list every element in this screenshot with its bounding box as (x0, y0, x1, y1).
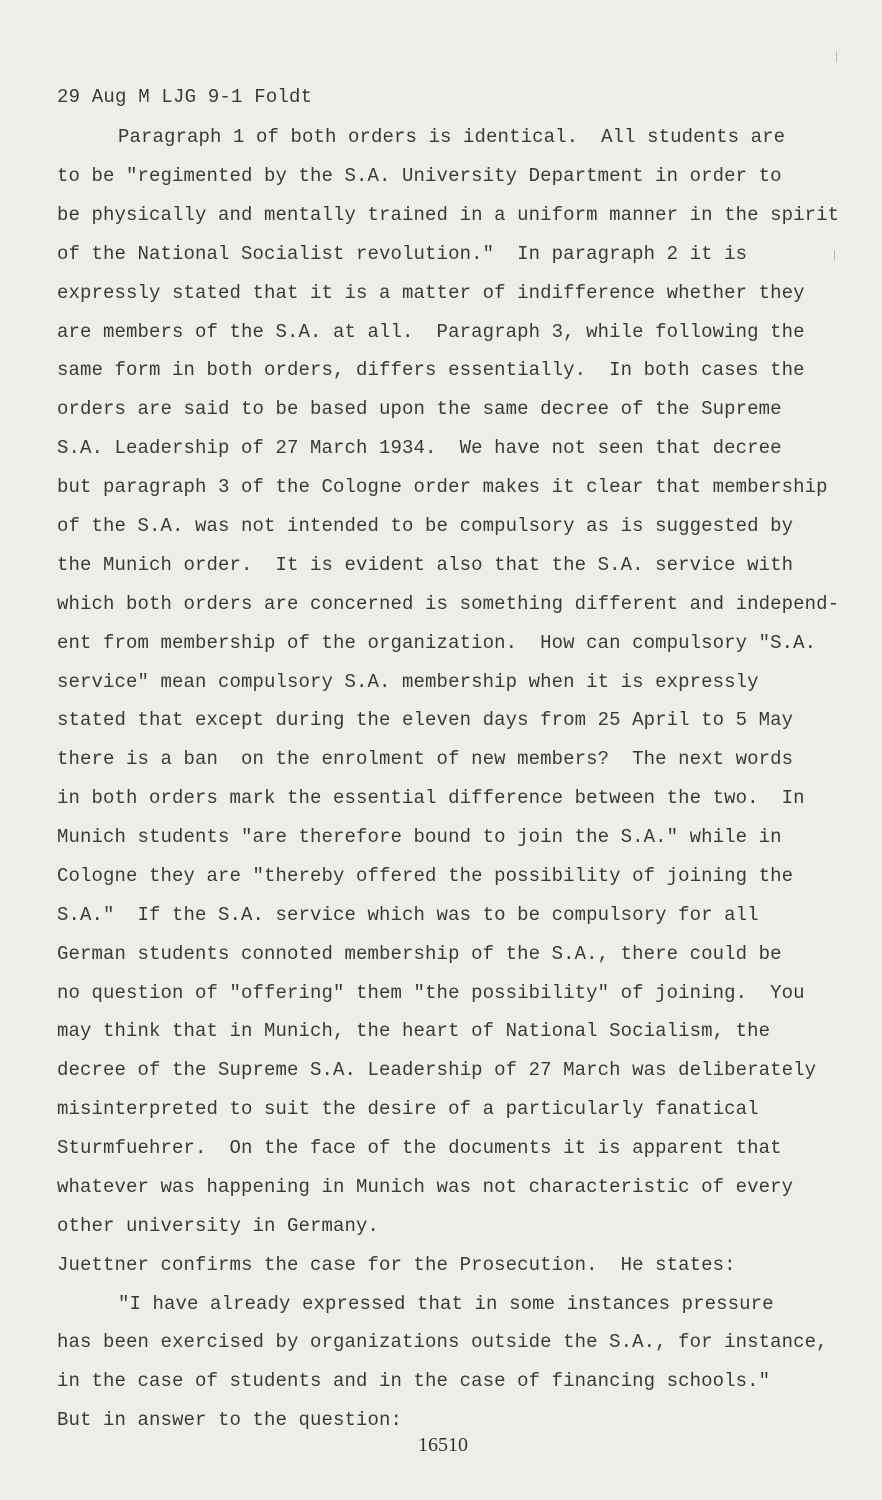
text-line: Paragraph 1 of both orders is identical. All students are (118, 126, 786, 148)
paper-mark (836, 52, 837, 62)
text-line: service" mean compulsory S.A. membership when it is expressly (57, 671, 759, 693)
text-line: may think that in Munich, the heart of National Socialism, the (57, 1020, 771, 1042)
text-line: Juettner confirms the case for the Prosecution. He states: (57, 1254, 736, 1276)
text-line: to be "regimented by the S.A. University Department in order to (57, 165, 782, 187)
text-line: ent from membership of the organization. How can compulsory "S.A. (57, 632, 817, 654)
text-line: which both orders are concerned is something different and independ- (57, 593, 840, 615)
text-line: stated that except during the eleven days from 25 April to 5 May (57, 709, 794, 731)
text-line: of the National Socialist revolution." In paragraph 2 it is (57, 243, 748, 265)
text-line: in the case of students and in the case of financing schools." (57, 1370, 771, 1392)
text-line: decree of the Supreme S.A. Leadership of 27 March was deliberately (57, 1059, 817, 1081)
page-number: 16510 (418, 1434, 468, 1456)
text-line: are members of the S.A. at all. Paragraph 3, while following the (57, 321, 805, 343)
text-line: orders are said to be based upon the same decree of the Supreme (57, 398, 782, 420)
text-line: S.A." If the S.A. service which was to be compulsory for all (57, 904, 759, 926)
text-line: German students connoted membership of the S.A., there could be (57, 943, 782, 965)
text-line: Cologne they are "thereby offered the possibility of joining the (57, 865, 794, 887)
text-line: Sturmfuehrer. On the face of the documents it is apparent that (57, 1137, 782, 1159)
text-line: no question of "offering" them "the possibility" of joining. You (57, 982, 805, 1004)
paper-mark (834, 250, 835, 260)
text-line: has been exercised by organizations outside the S.A., for instance, (57, 1331, 828, 1353)
text-line: But in answer to the question: (57, 1409, 403, 1431)
text-line: there is a ban on the enrolment of new members? The next words (57, 748, 794, 770)
text-line: Munich students "are therefore bound to join the S.A." while in (57, 826, 782, 848)
text-line: S.A. Leadership of 27 March 1934. We have not seen that decree (57, 437, 782, 459)
text-line: same form in both orders, differs essentially. In both cases the (57, 359, 805, 381)
text-line: misinterpreted to suit the desire of a particularly fanatical (57, 1098, 759, 1120)
text-line: other university in Germany. (57, 1215, 380, 1237)
text-line: "I have already expressed that in some instances pressure (118, 1293, 774, 1315)
text-line: the Munich order. It is evident also that the S.A. service with (57, 554, 794, 576)
text-line: be physically and mentally trained in a uniform manner in the spirit (57, 204, 840, 226)
text-line: in both orders mark the essential difference between the two. In (57, 787, 805, 809)
text-line: expressly stated that it is a matter of indifference whether they (57, 282, 805, 304)
text-line: whatever was happening in Munich was not characteristic of every (57, 1176, 794, 1198)
text-line: but paragraph 3 of the Cologne order makes it clear that membership (57, 476, 828, 498)
document-header: 29 Aug M LJG 9-1 Foldt (57, 86, 313, 108)
text-line: of the S.A. was not intended to be compulsory as is suggested by (57, 515, 794, 537)
